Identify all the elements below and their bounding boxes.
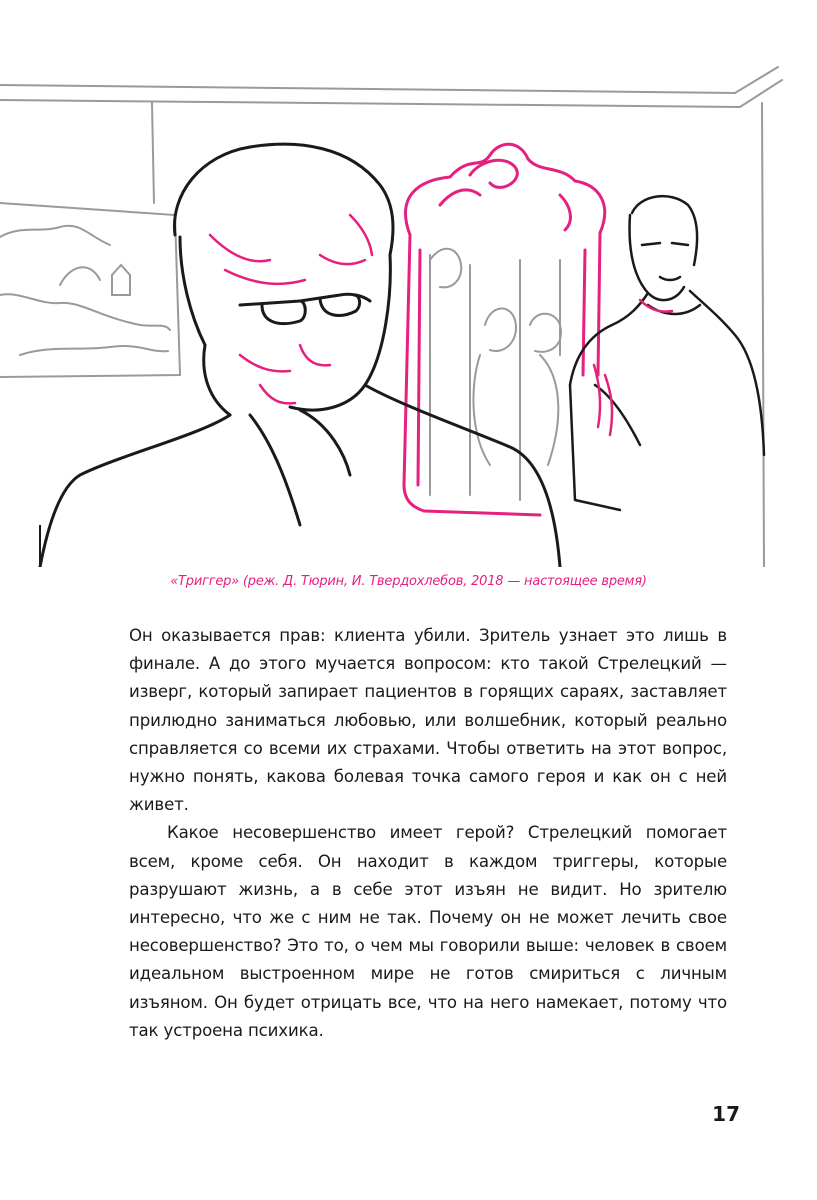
mirror-reflection [430,249,561,500]
illustration-drawing [0,55,817,567]
man-right-accent [594,300,672,435]
illustration [0,55,817,567]
man-foreground [40,144,560,567]
page-number: 17 [712,1102,740,1126]
paragraph: Какое несовершенство имеет герой? Стрелецкий помогает всем, кроме себя. Он находит в каждом триггеры, которые разрушают жизнь, а в себе этот изъян не видит. Но зрителю интересно, что же с ним не так. Почему он не может лечить свое несовершенство? Это то, о чем мы говорили выше: человек в своем идеальном выстроенном мире не готов смириться с личным изъяном. Он будет отрицать все, что на него намекает, потому что так устроена психика. [129,823,727,1040]
wall-lines [0,67,782,567]
paragraph: Он оказывается прав: клиента убили. Зритель узнает это лишь в финале. А до этого мучается вопросом: кто такой Стрелецкий — изверг, который запирает пациентов в горящих сараях, заставляет прилюдно заниматься любовью, или волшебник, который реально справляется со всеми их страхами. Чтобы ответить на этот вопрос, нужно понять, какова болевая точка самого героя и как он с ней живет. [129,626,727,815]
mirror-frame [404,144,605,515]
body-text [129,622,727,1045]
wall-painting [0,203,180,377]
man-foreground-accent [210,215,372,403]
figure-caption: «Триггер» (реж. Д. Тюрин, И. Твердохлебов, 2018 — настоящее время) [170,574,647,589]
